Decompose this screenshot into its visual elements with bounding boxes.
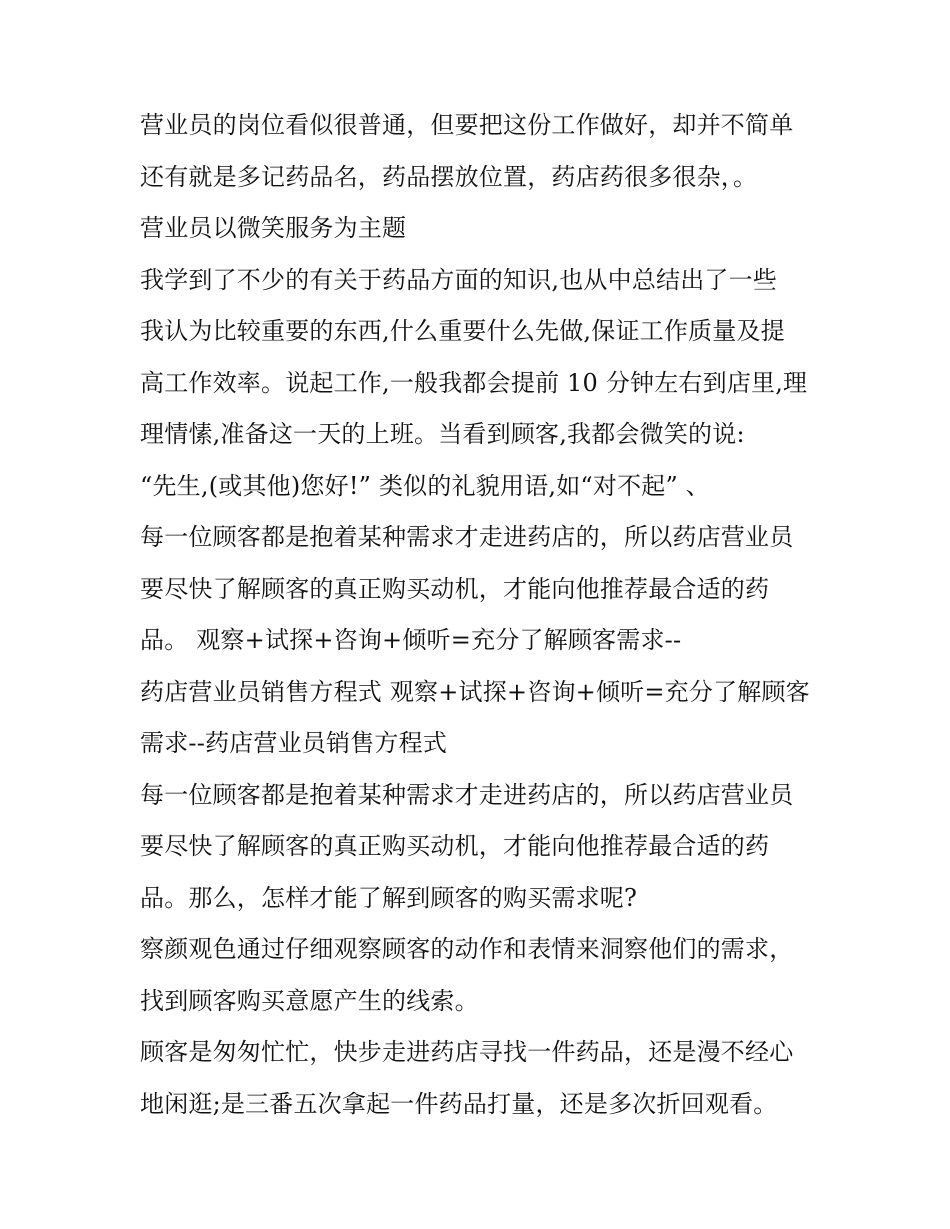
text-line: 顾客是匆匆忙忙，快步走进药店寻找一件药品，还是漫不经心 — [140, 1038, 794, 1066]
text-line: 营业员以微笑服务为主题 — [140, 214, 407, 242]
text-line: 察颜观色通过仔细观察顾客的动作和表情来洞察他们的需求， — [140, 935, 794, 963]
text-line: 药店营业员销售方程式 观察+试探+咨询+倾听=充分了解顾客 — [140, 677, 810, 706]
text-line: 地闲逛;是三番五次拿起一件药品打量，还是多次折回观看。 — [140, 1089, 778, 1118]
text-line: 每一位顾客都是抱着某种需求才走进药店的，所以药店营业员 — [140, 523, 794, 551]
text-line: 找到顾客购买意愿产生的线索。 — [140, 986, 479, 1015]
text-line: 品。 观察+试探+咨询+倾听=充分了解顾客需求-- — [140, 626, 682, 654]
text-line: 要尽快了解顾客的真正购买动机，才能向他推荐最合适的药 — [140, 832, 770, 860]
text-line: 要尽快了解顾客的真正购买动机，才能向他推荐最合适的药 — [140, 574, 770, 603]
text-line: 我学到了不少的有关于药品方面的知识,也从中总结出了一些 — [140, 265, 778, 294]
text-line: 理情愫,准备这一天的上班。当看到顾客,我都会微笑的说: — [140, 420, 745, 448]
document-body — [140, 100, 830, 1130]
text-line: 品。那么，怎样才能了解到顾客的购买需求呢? — [140, 883, 638, 912]
text-line: 还有就是多记药品名，药品摆放位置，药店药很多很杂，。 — [140, 162, 758, 191]
text-line: “先生,(或其他)您好!” 类似的礼貌用语,如“对不起” 、 — [140, 471, 710, 500]
text-line: 高工作效率。说起工作,一般我都会提前 10 分钟左右到店里,理 — [140, 368, 808, 397]
text-line: 每一位顾客都是抱着某种需求才走进药店的，所以药店营业员 — [140, 780, 794, 809]
text-line: 营业员的岗位看似很普通，但要把这份工作做好，却并不简单 — [140, 111, 794, 139]
text-line: 需求--药店营业员销售方程式 — [140, 729, 448, 757]
text-line: 我认为比较重要的东西,什么重要什么先做,保证工作质量及提 — [140, 317, 785, 345]
